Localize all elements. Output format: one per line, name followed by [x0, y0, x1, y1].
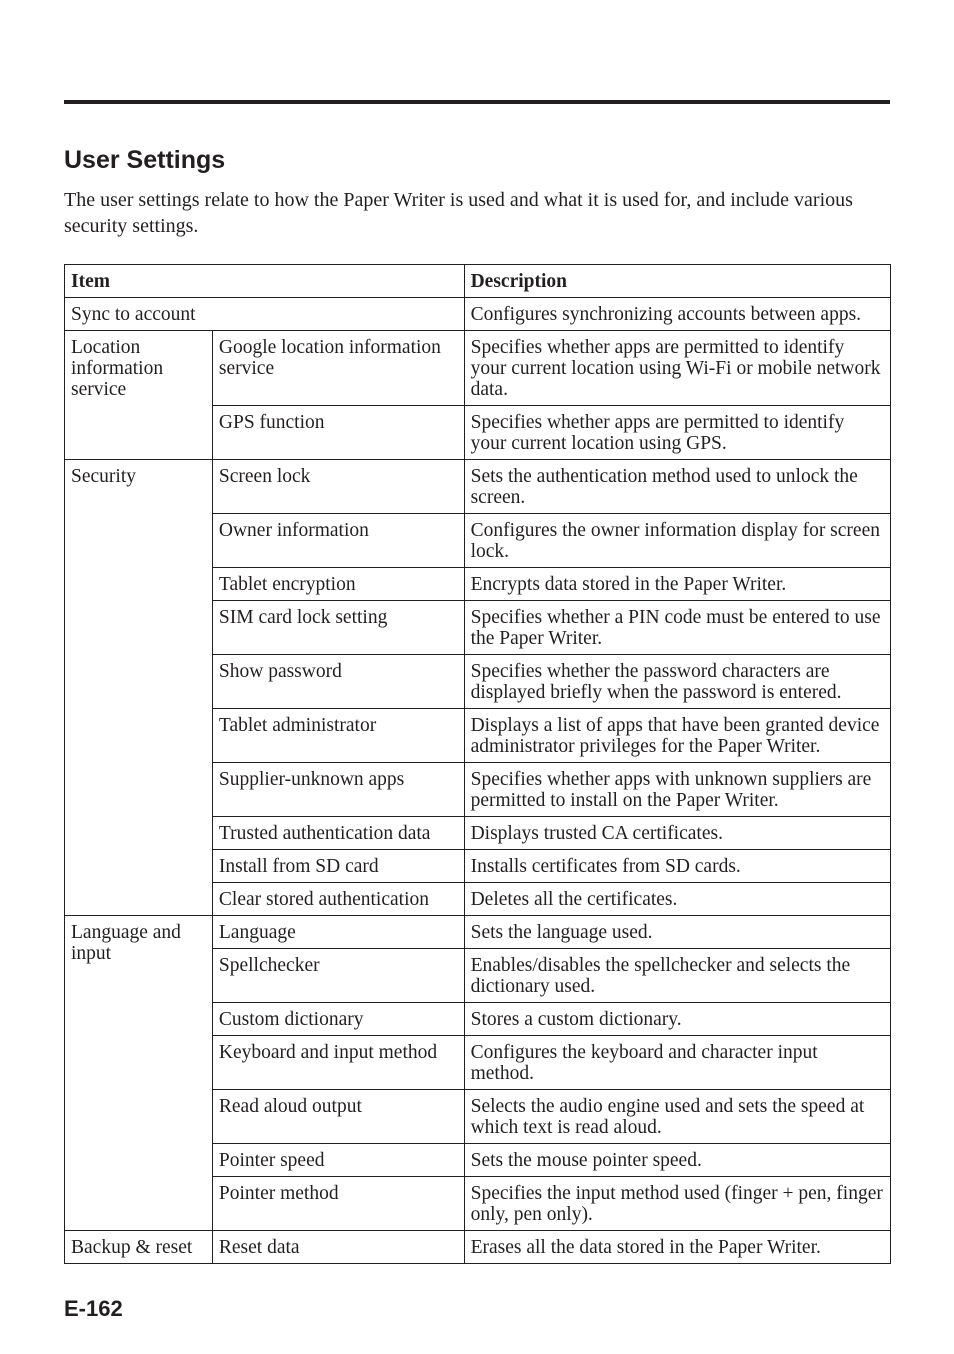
item-cell: Show password	[212, 655, 464, 709]
description-cell: Sets the authentication method used to unlock the screen.	[464, 460, 890, 514]
description-cell: Installs certificates from SD cards.	[464, 850, 890, 883]
item-cell: Screen lock	[212, 460, 464, 514]
item-cell: Language	[212, 916, 464, 949]
description-cell: Deletes all the certificates.	[464, 883, 890, 916]
description-cell: Sets the language used.	[464, 916, 890, 949]
description-cell: Displays a list of apps that have been granted device administrator privileges for the Paper Writer.	[464, 709, 890, 763]
table-header-row	[65, 265, 891, 298]
description-cell: Enables/disables the spellchecker and selects the dictionary used.	[464, 949, 890, 1003]
description-cell: Erases all the data stored in the Paper Writer.	[464, 1231, 890, 1264]
description-cell: Encrypts data stored in the Paper Writer.	[464, 568, 890, 601]
description-cell: Specifies whether apps with unknown suppliers are permitted to install on the Paper Writer.	[464, 763, 890, 817]
description-cell: Configures the owner information display for screen lock.	[464, 514, 890, 568]
table-row	[65, 331, 891, 406]
item-cell: Read aloud output	[212, 1090, 464, 1144]
settings-table	[64, 264, 891, 1264]
group-cell: Language and input	[65, 916, 213, 1231]
item-cell: SIM card lock setting	[212, 601, 464, 655]
item-cell: Owner information	[212, 514, 464, 568]
description-cell: Specifies whether apps are permitted to identify your current location using Wi-Fi or mobile network data.	[464, 331, 890, 406]
header-description: Description	[464, 265, 890, 298]
item-cell: Spellchecker	[212, 949, 464, 1003]
group-cell: Location information service	[65, 331, 213, 460]
description-cell: Configures the keyboard and character input method.	[464, 1036, 890, 1090]
item-cell: Reset data	[212, 1231, 464, 1264]
description-cell: Specifies whether the password characters are displayed briefly when the password is entered.	[464, 655, 890, 709]
item-cell: Pointer method	[212, 1177, 464, 1231]
item-cell: Keyboard and input method	[212, 1036, 464, 1090]
table-row	[65, 460, 891, 514]
description-cell: Specifies the input method used (finger + pen, finger only, pen only).	[464, 1177, 890, 1231]
top-rule	[64, 100, 890, 104]
item-cell: Custom dictionary	[212, 1003, 464, 1036]
page-number: E-162	[64, 1296, 123, 1321]
description-cell: Specifies whether apps are permitted to identify your current location using GPS.	[464, 406, 890, 460]
item-cell: Tablet encryption	[212, 568, 464, 601]
description-cell: Stores a custom dictionary.	[464, 1003, 890, 1036]
item-cell: Google location information service	[212, 331, 464, 406]
header-item: Item	[65, 265, 465, 298]
table-row	[65, 298, 891, 331]
item-cell: Pointer speed	[212, 1144, 464, 1177]
item-cell: Sync to account	[65, 298, 465, 331]
item-cell: GPS function	[212, 406, 464, 460]
description-cell: Configures synchronizing accounts between apps.	[464, 298, 890, 331]
item-cell: Install from SD card	[212, 850, 464, 883]
intro-paragraph: The user settings relate to how the Paper Writer is used and what it is used for, and include various security settings.	[64, 189, 853, 237]
table-row	[65, 916, 891, 949]
item-cell: Trusted authentication data	[212, 817, 464, 850]
group-cell: Security	[65, 460, 213, 916]
item-cell: Tablet administrator	[212, 709, 464, 763]
group-cell: Backup & reset	[65, 1231, 213, 1264]
table-row	[65, 1231, 891, 1264]
item-cell: Clear stored authentication	[212, 883, 464, 916]
description-cell: Displays trusted CA certificates.	[464, 817, 890, 850]
description-cell: Specifies whether a PIN code must be entered to use the Paper Writer.	[464, 601, 890, 655]
description-cell: Selects the audio engine used and sets the speed at which text is read aloud.	[464, 1090, 890, 1144]
section-title: User Settings	[64, 146, 226, 174]
item-cell: Supplier-unknown apps	[212, 763, 464, 817]
description-cell: Sets the mouse pointer speed.	[464, 1144, 890, 1177]
